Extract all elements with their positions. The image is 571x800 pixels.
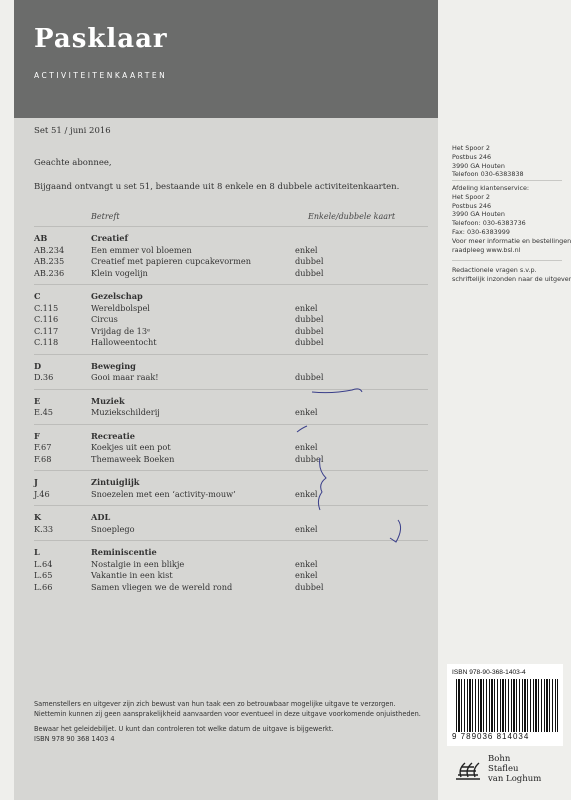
activity-code: J.46 (34, 488, 50, 499)
publisher-name (488, 754, 541, 784)
activity-name: Halloweentocht (91, 337, 157, 347)
column-header-kind: Enkele/dubbele kaart (308, 212, 396, 221)
sidebar-editorial (452, 266, 571, 284)
activity-name: Creatief met papieren cupcakevormen (91, 256, 251, 266)
activity-code: C.116 (34, 314, 59, 324)
table-row (34, 245, 428, 257)
group-title: Recreatie (91, 430, 135, 441)
service-line: 3990 GA Houten (452, 210, 505, 219)
activity-name: Een emmer vol bloemen (91, 244, 192, 255)
activity-code: C.117 (34, 325, 59, 336)
activity-group (34, 424, 428, 471)
activity-code: L.65 (34, 570, 53, 580)
activity-code: L.64 (34, 558, 53, 569)
activity-group (34, 354, 428, 389)
group-code: K (34, 512, 42, 522)
activity-code: F.67 (34, 442, 52, 452)
card-kind: dubbel (295, 372, 324, 382)
card-kind: dubbel (295, 325, 324, 336)
divider (452, 180, 562, 181)
activity-group (34, 284, 428, 354)
activity-code: D.36 (34, 372, 54, 382)
card-kind: enkel (295, 570, 318, 580)
activity-name: Muziekschilderij (91, 407, 160, 417)
barcode-isbn: ISBN 978-90-368-1403-4 (452, 669, 526, 676)
address-line: Het Spoor 2 (452, 144, 490, 152)
activity-code: C.118 (34, 337, 59, 347)
barcode-icon (456, 679, 558, 732)
group-header (34, 233, 428, 245)
sidebar-address (452, 144, 524, 179)
service-line: Het Spoor 2 (452, 192, 490, 201)
group-header (34, 291, 428, 303)
activity-code: C.115 (34, 302, 59, 313)
table-row (34, 442, 428, 454)
group-title: Creatief (91, 233, 128, 243)
card-kind: dubbel (295, 314, 324, 324)
address-line: 3990 GA Houten (452, 161, 505, 170)
footer (34, 700, 424, 750)
address-line: Telefoon 030-6383838 (452, 170, 524, 179)
activity-code: AB.234 (34, 244, 65, 255)
footer-isbn: ISBN 978 90 368 1403 4 (34, 734, 115, 743)
activity-name: Themaweek Boeken (91, 453, 175, 464)
card-kind: enkel (295, 244, 318, 255)
group-code: L (34, 547, 40, 557)
group-header (34, 512, 428, 524)
group-code: F (34, 430, 40, 441)
address-line: Postbus 246 (452, 152, 492, 161)
greeting: Geachte abonnee, (34, 158, 112, 168)
footer-note: Bewaar het geleidebiljet. U kunt dan controleren tot welke datum de uitgave is bijgewerkt. (34, 725, 334, 733)
publisher-line: van Loghum (488, 774, 542, 784)
table-row (34, 524, 428, 536)
publisher-logo-icon (454, 755, 482, 781)
activity-code: F.68 (34, 453, 52, 464)
group-title: Zintuiglijk (91, 477, 140, 487)
table-row (34, 407, 428, 419)
publisher-line: Stafleu (488, 764, 519, 774)
card-kind: enkel (295, 442, 318, 452)
activity-name: Snoezelen met een ‘activity-mouw’ (91, 488, 236, 499)
group-code: D (34, 360, 42, 371)
intro-text: Bijgaand ontvangt u set 51, bestaande uit 8 enkele en 8 dubbele activiteitenkaarten. (34, 182, 400, 192)
group-code: C (34, 291, 41, 301)
group-header (34, 361, 428, 373)
table-row (34, 559, 428, 571)
service-line: Afdeling klantenservice: (452, 184, 530, 192)
table-row (34, 337, 428, 349)
activity-name: Gooi maar raak! (91, 372, 159, 382)
table-row (34, 303, 428, 315)
activity-group (34, 540, 428, 598)
group-title: Reminiscentie (91, 547, 157, 557)
set-line: Set 51 / juni 2016 (34, 126, 111, 136)
activity-name: Vrijdag de 13ᵉ (91, 325, 151, 336)
card-kind: dubbel (295, 267, 324, 278)
activity-group (34, 389, 428, 424)
service-line: raadpleeg www.bsl.nl (452, 245, 521, 254)
activity-code: AB.235 (34, 256, 65, 266)
group-header (34, 547, 428, 559)
activity-group (34, 470, 428, 505)
card-kind: enkel (295, 488, 318, 499)
activity-name: Wereldbolspel (91, 302, 150, 313)
header-band (14, 0, 438, 118)
table-row (34, 454, 428, 466)
table-row (34, 372, 428, 384)
group-title: Gezelschap (91, 291, 143, 301)
group-code: J (34, 477, 38, 487)
activity-name: Vakantie in een kist (91, 570, 173, 580)
activity-group (34, 505, 428, 540)
group-title: Muziek (91, 395, 125, 406)
activity-name: Klein vogelijn (91, 267, 148, 278)
activity-name: Koekjes uit een pot (91, 442, 171, 452)
table-row (34, 326, 428, 338)
card-kind: dubbel (295, 256, 324, 266)
divider (452, 260, 562, 261)
editorial-line: Redactionele vragen s.v.p. (452, 266, 537, 274)
service-line: Fax: 030-6383999 (452, 227, 510, 236)
activity-code: AB.236 (34, 267, 65, 278)
card-kind: dubbel (295, 581, 324, 592)
card-kind: dubbel (295, 453, 324, 464)
group-title: ADL (91, 512, 111, 522)
table-row (34, 256, 428, 268)
table-row (34, 489, 428, 501)
activity-name: Nostalgie in een blikje (91, 558, 185, 569)
group-header (34, 431, 428, 443)
activity-name: Snoeplego (91, 523, 135, 534)
activity-group (34, 226, 428, 284)
group-title: Beweging (91, 360, 136, 371)
group-header (34, 477, 428, 489)
group-code: AB (34, 233, 48, 243)
service-line: Postbus 246 (452, 201, 492, 210)
editorial-line: schriftelijk inzonden naar de uitgever (452, 274, 571, 283)
table-row (34, 582, 428, 594)
footer-disclaimer: Samenstellers en uitgever zijn zich bewust van hun taak een zo betrouwbaar mogelijke uitgave te verzorgen. Niettemin kunnen zij geen aansprakelijkheid aanvaarden voor eventueel in deze uitgave voorkomende onjuistheden. (34, 700, 421, 718)
card-kind: enkel (295, 558, 318, 569)
table-row (34, 268, 428, 280)
group-header (34, 396, 428, 408)
card-kind: enkel (295, 302, 318, 313)
table-row (34, 570, 428, 582)
activity-code: L.66 (34, 581, 53, 592)
brand-title: Pasklaar (34, 24, 168, 54)
card-kind: enkel (295, 523, 318, 534)
activity-table (34, 226, 428, 598)
activity-name: Samen vliegen we de wereld rond (91, 581, 233, 592)
activity-name: Circus (91, 314, 118, 324)
group-code: E (34, 395, 41, 406)
card-kind: enkel (295, 407, 318, 417)
column-header-betreft: Betreft (91, 212, 120, 221)
publisher-line: Bohn (488, 754, 511, 764)
activity-code: E.45 (34, 407, 53, 417)
sidebar-service (452, 184, 571, 254)
service-line: Voor meer informatie en bestellingen (452, 236, 571, 245)
card-kind: dubbel (295, 337, 324, 347)
table-row (34, 314, 428, 326)
activity-code: K.33 (34, 523, 54, 534)
brand-subtitle: ACTIVITEITENKAARTEN (34, 71, 168, 80)
barcode-number: 9 789036 814034 (452, 732, 530, 741)
service-line: Telefoon: 030-6383736 (452, 219, 526, 228)
